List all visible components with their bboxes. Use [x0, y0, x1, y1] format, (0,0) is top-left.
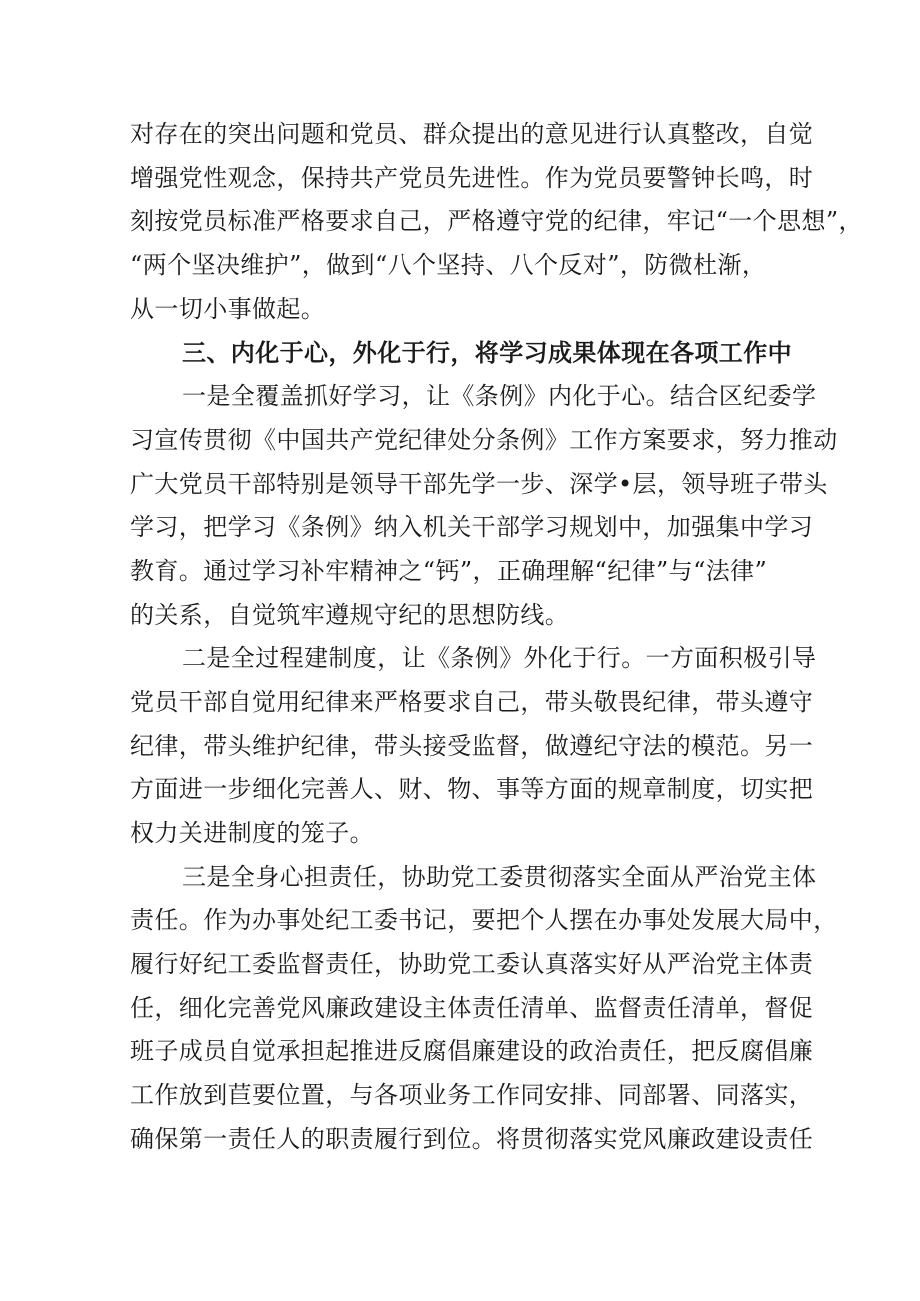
paragraph-line: 党员干部自觉用纪律来严格要求自己，带头敬畏纪律，带头遵守 [130, 687, 814, 716]
paragraph-line: “两个坚决维护”，做到“八个坚持、八个反对”，防微杜渐， [130, 251, 767, 280]
paragraph-line: 从一切小事做起。 [130, 294, 326, 323]
paragraph-line: 班子成员自觉承担起推进反腐倡廉建设的政治责任，把反腐倡廉 [130, 1037, 814, 1066]
document-body [130, 113, 863, 1162]
paragraph-first-line: 三是全身心担责任，协助党工委贯彻落实全面从严治党主体 [182, 862, 817, 891]
paragraph-line: 确保第一责任人的职责履行到位。将贯彻落实党风廉政建设责任 [130, 1124, 814, 1153]
paragraph-line: 责任。作为办事处纪工委书记，要把个人摆在办事处发展大局中， [130, 906, 838, 935]
paragraph-line: 增强党性观念，保持共产党员先进性。作为党员要警钟长鸣，时 [130, 163, 814, 192]
paragraph-first-line: 二是全过程建制度，让《条例》外化于行。一方面积极引导 [182, 644, 817, 673]
paragraph-line: 任，细化完善党风廉政建设主体责任清单、监督责任清单，督促 [130, 993, 814, 1022]
paragraph-first-line: 一是全覆盖抓好学习，让《条例》内化于心。结合区纪委学 [182, 382, 817, 411]
paragraph-line: 习宣传贯彻《中国共产党纪律处分条例》工作方案要求，努力推动 [130, 425, 838, 454]
paragraph-line: 教育。通过学习补牢精神之“钙”，正确理解“纪律”与“法律” [130, 556, 768, 585]
paragraph-line: 的关系，自觉筑牢遵规守纪的思想防线。 [130, 600, 570, 629]
paragraph-line: 权力关进制度的笼子。 [130, 819, 374, 847]
paragraph-line: 纪律，带头维护纪律，带头接受监督，做遵纪守法的模范。另一 [130, 731, 814, 760]
paragraph-line: 方面进一步细化完善人、财、物、事等方面的规章制度，切实把 [130, 775, 814, 804]
paragraph-line: 履行好纪工委监督责任，协助党工委认真落实好从严治党主体责 [130, 950, 814, 979]
paragraph-line: 工作放到苣要位置，与各项业务工作同安排、同部署、同落实， [130, 1081, 814, 1110]
section-heading: 三、内化于心，外化于行，将学习成果体现在各项工作中 [182, 338, 792, 368]
paragraph-line: 学习，把学习《条例》纳入机关干部学习规划中，加强集中学习 [130, 513, 814, 542]
paragraph-line: 广大党员干部特别是领导干部先学一步、深学•层，领导班子带头 [130, 469, 828, 498]
paragraph-line: 对存在的突出问题和党员、群众提出的意见进行认真整改，自觉 [130, 120, 814, 148]
paragraph-line: 刻按党员标准严格要求自己，严格遵守党的纪律，牢记“一个思想”， [130, 207, 863, 236]
